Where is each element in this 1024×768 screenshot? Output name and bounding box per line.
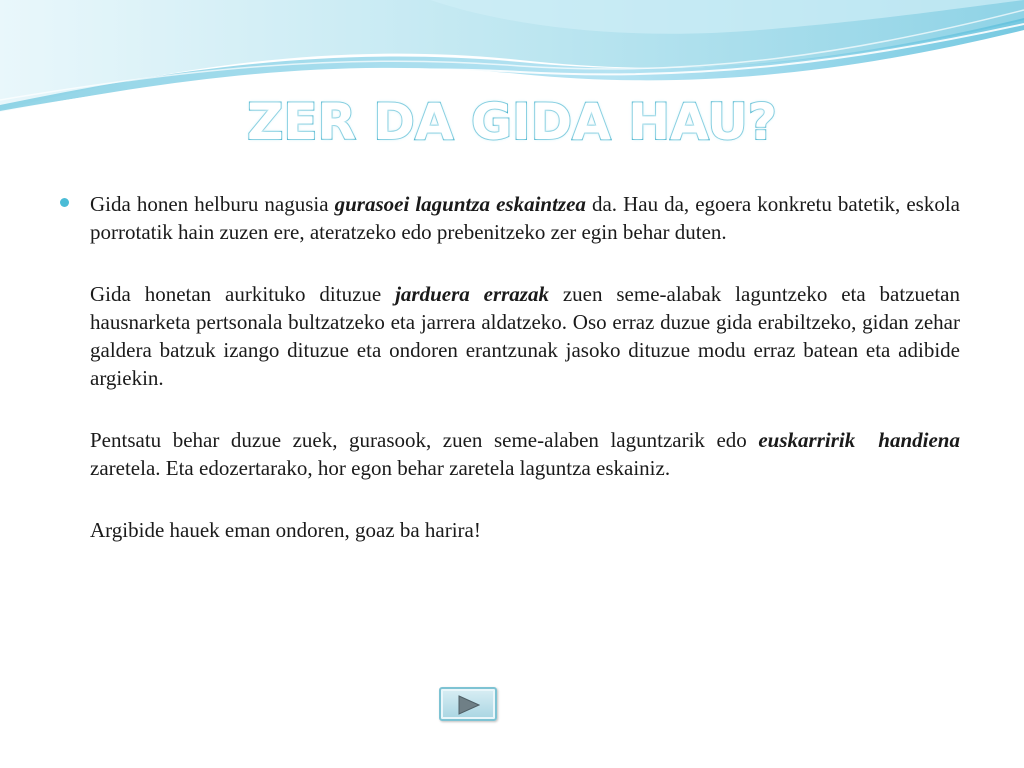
slide-title: ZER DA GIDA HAU? — [247, 93, 777, 151]
next-slide-button[interactable] — [439, 687, 497, 721]
paragraph-3-text-start: Pentsatu behar duzue zuek, gurasook, zuen seme-alaben laguntzarik edo — [90, 428, 759, 452]
paragraph-3-emphasis: euskarririk handiena — [758, 428, 960, 452]
play-triangle-icon — [458, 695, 480, 715]
paragraph-3-text-end: zaretela. Eta edozertarako, hor egon behar zaretela laguntza eskainiz. — [90, 456, 671, 480]
paragraph-1-emphasis: gurasoei laguntza eskaintzea — [334, 192, 586, 216]
slide-body — [90, 190, 960, 578]
paragraph-1 — [90, 190, 960, 246]
paragraph-2-text-end: zuen seme-alabak laguntzeko eta batzuetan hausnarketa pertsonala bultzatzeko eta jarrera aldatzeko. Oso erraz duzue gida erabiltzeko, gidan zehar galdera batzuk izango dituzue eta ondoren erantzunak jasoko dituzue modu erraz batean eta adibide argiekin. — [90, 282, 960, 390]
paragraph-1-text-start: Gida honen helburu nagusia — [90, 192, 335, 216]
bullet-icon — [60, 198, 69, 207]
paragraph-4 — [90, 516, 960, 544]
paragraph-1-text-end: da. Hau da, egoera konkretu batetik, eskola porrotatik hain zuzen ere, ateratzeko edo prebenitzeko zer egin behar duten. — [90, 192, 960, 244]
paragraph-2-emphasis: jarduera errazak — [395, 282, 549, 306]
paragraph-4-text: Argibide hauek eman ondoren, goaz ba harira! — [90, 518, 481, 542]
paragraph-2-text-start: Gida honetan aurkituko dituzue — [90, 282, 396, 306]
paragraph-3 — [90, 426, 960, 482]
paragraph-2 — [90, 280, 960, 392]
